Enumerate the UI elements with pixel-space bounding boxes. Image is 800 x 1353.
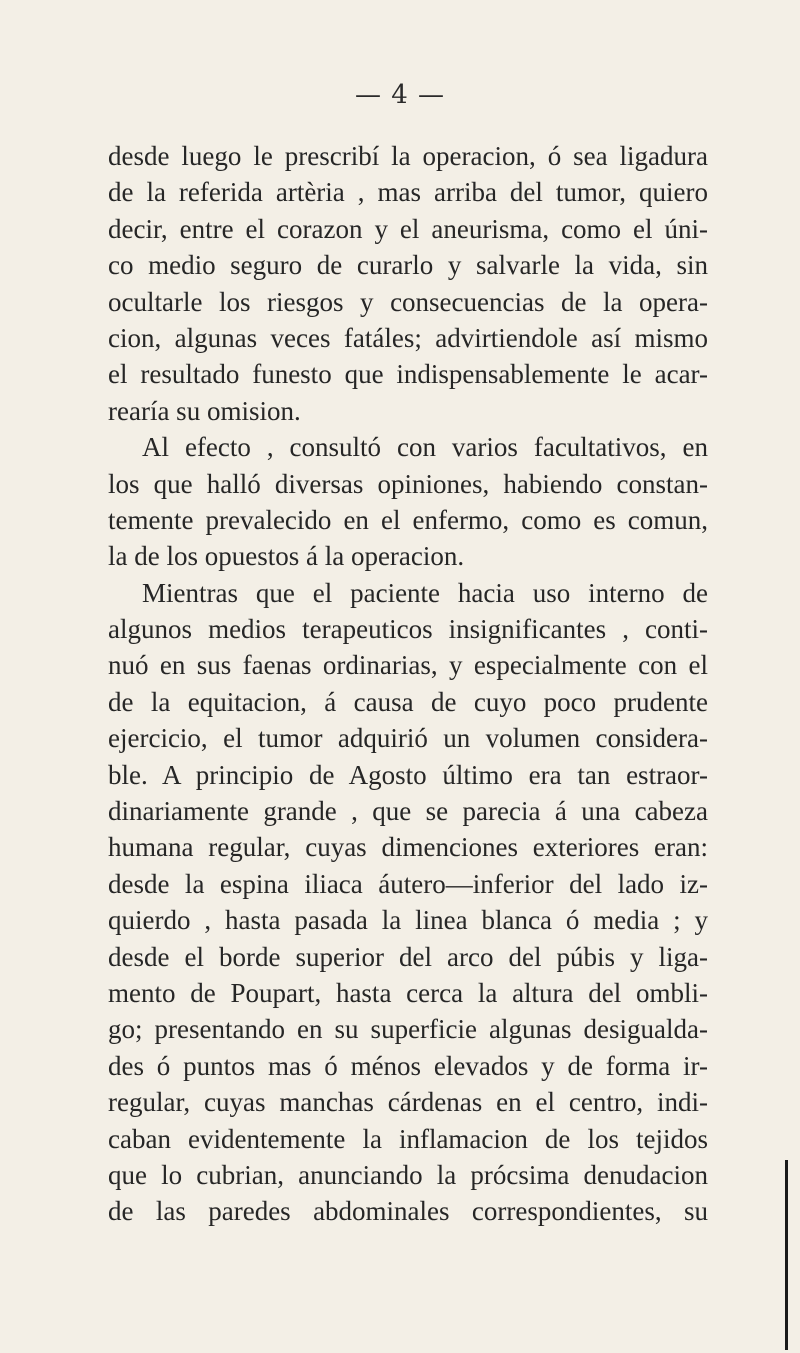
text-line: ble. A principio de Agosto último era tan estraor- <box>108 759 708 790</box>
text-line: cion, algunas veces fatáles; advirtiendole así mismo <box>108 322 708 353</box>
text-line: desde luego le prescribí la operacion, ó sea ligadura <box>108 141 708 171</box>
text-line: los que halló diversas opiniones, habiendo constan- <box>108 468 708 499</box>
text-line: Al efecto , consultó con varios facultativos, en <box>142 432 708 463</box>
text-line: nuó en sus faenas ordinarias, y especialmente con el <box>108 650 708 681</box>
page-number: — 4 — <box>354 80 446 110</box>
text-line: mento de Poupart, hasta cerca la altura del ombli- <box>108 977 708 1008</box>
text-line: humana regular, cuyas dimenciones exteriores eran: <box>108 832 708 863</box>
text-line: go; presentando en su superficie algunas desigualda- <box>108 1014 708 1045</box>
text-line: que lo cubrian, anunciando la prócsima denudacion <box>108 1159 708 1190</box>
text-line: quierdo , hasta pasada la linea blanca ó media ; y <box>108 905 708 936</box>
text-line: dinariamente grande , que se parecia á una cabeza <box>108 796 708 827</box>
text-line: de la referida artèria , mas arriba del tumor, quiero <box>108 177 708 208</box>
text-line: temente prevalecido en el enfermo, como es comun, <box>108 504 708 535</box>
text-line: co medio seguro de curarlo y salvarle la vida, sin <box>108 250 708 281</box>
page-edge-mark <box>785 1160 788 1350</box>
text-line: rearía su omision. <box>108 395 301 426</box>
text-line: des ó puntos mas ó ménos elevados y de forma ir- <box>108 1050 708 1081</box>
text-line: ocultarle los riesgos y consecuencias de la opera- <box>108 286 708 317</box>
body-text <box>108 138 708 1230</box>
text-line: decir, entre el corazon y el aneurisma, como el úni- <box>108 213 708 244</box>
text-line: algunos medios terapeuticos insignificantes , conti- <box>108 614 708 645</box>
text-line: el resultado funesto que indispensablemente le acar- <box>108 359 708 390</box>
text-line: caban evidentemente la inflamacion de los tejidos <box>108 1123 708 1154</box>
text-line: desde la espina iliaca áutero—inferior del lado iz- <box>108 868 708 899</box>
text-line: la de los opuestos á la operacion. <box>108 541 465 572</box>
text-line: desde el borde superior del arco del púbis y liga- <box>108 941 708 972</box>
text-line: de la equitacion, á causa de cuyo poco prudente <box>108 686 708 717</box>
text-line: de las paredes abdominales correspondientes, su <box>108 1196 708 1227</box>
text-line: ejercicio, el tumor adquirió un volumen considera- <box>108 723 708 754</box>
text-line: regular, cuyas manchas cárdenas en el centro, indi- <box>108 1087 708 1118</box>
text-line: Mientras que el paciente hacia uso interno de <box>142 577 708 608</box>
